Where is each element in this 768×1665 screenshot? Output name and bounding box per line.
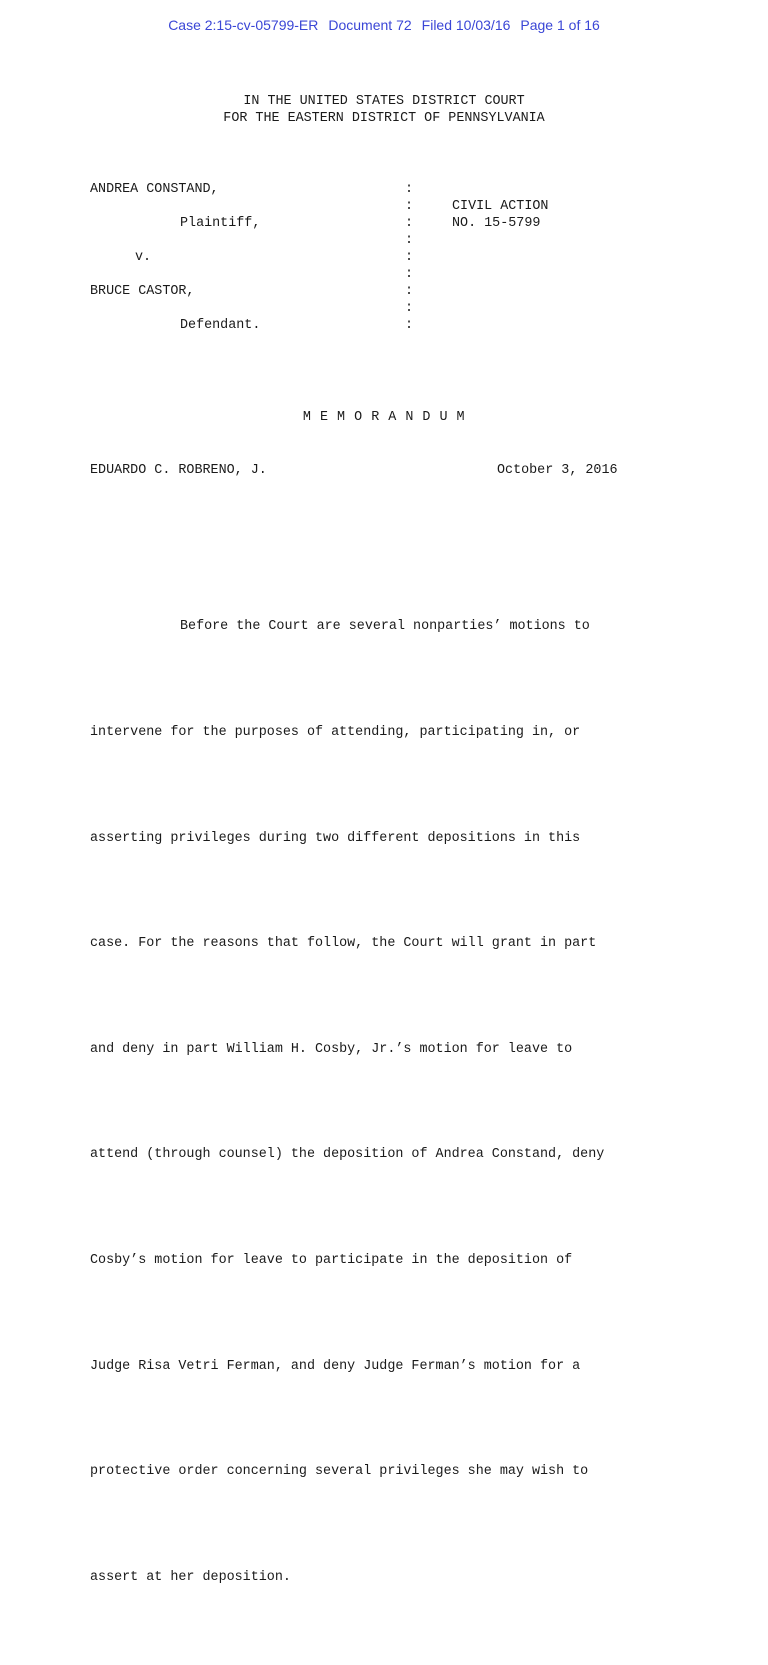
- memo-date: October 3, 2016: [497, 463, 618, 478]
- body-line: Before the Court are several nonparties’ motions to: [180, 619, 590, 635]
- caption-colon: :: [405, 233, 414, 248]
- ecf-header: [0, 17, 768, 33]
- body-line: assert at her deposition.: [90, 1569, 291, 1585]
- caption-colons: [405, 181, 413, 334]
- case-number: Case 2:15-cv-05799-ER: [168, 17, 319, 33]
- body-line: case. For the reasons that follow, the Court will grant in part: [90, 936, 597, 952]
- body-line: intervene for the purposes of attending, participating in, or: [90, 725, 581, 740]
- caption-parties: [90, 181, 260, 334]
- plaintiff-role: Plaintiff,: [180, 216, 261, 231]
- caption-colon: :: [405, 267, 414, 282]
- court-line-1: IN THE UNITED STATES DISTRICT COURT: [243, 94, 525, 109]
- defendant-name: BRUCE CASTOR,: [90, 284, 195, 299]
- body-line: attend (through counsel) the deposition of Andrea Constand, deny: [90, 1147, 605, 1163]
- civil-action-number: NO. 15-5799: [452, 216, 541, 231]
- plaintiff-name: ANDREA CONSTAND,: [90, 182, 219, 197]
- filed-date: Filed 10/03/16: [421, 17, 511, 33]
- caption-colon: :: [405, 318, 414, 333]
- caption-colon: :: [405, 182, 414, 197]
- court-heading: [0, 93, 768, 127]
- civil-action: [452, 198, 548, 232]
- document-number: Document 72: [328, 17, 412, 33]
- caption-colon: :: [405, 284, 414, 299]
- body-line: Cosby’s motion for leave to participate in the deposition of: [90, 1252, 573, 1268]
- body-line: and deny in part William H. Cosby, Jr.’s motion for leave to: [90, 1041, 573, 1057]
- caption-colon: :: [405, 216, 414, 231]
- judge-name: EDUARDO C. ROBRENO, J.: [90, 463, 267, 478]
- caption-colon: :: [405, 301, 414, 316]
- memo-body: [90, 539, 604, 1665]
- civil-action-label: CIVIL ACTION: [452, 199, 549, 214]
- body-line: Judge Risa Vetri Ferman, and deny Judge Ferman’s motion for a: [90, 1358, 581, 1374]
- body-line: protective order concerning several privileges she may wish to: [90, 1464, 589, 1480]
- memorandum-title: M E M O R A N D U M: [302, 410, 466, 425]
- caption-colon: :: [405, 250, 414, 265]
- body-line: asserting privileges during two different depositions in this: [90, 830, 581, 846]
- page-count: Page 1 of 16: [520, 17, 600, 33]
- defendant-role: Defendant.: [180, 318, 261, 333]
- caption-colon: :: [405, 199, 414, 214]
- versus: v.: [135, 250, 152, 265]
- court-line-2: FOR THE EASTERN DISTRICT OF PENNSYLVANIA: [223, 111, 545, 126]
